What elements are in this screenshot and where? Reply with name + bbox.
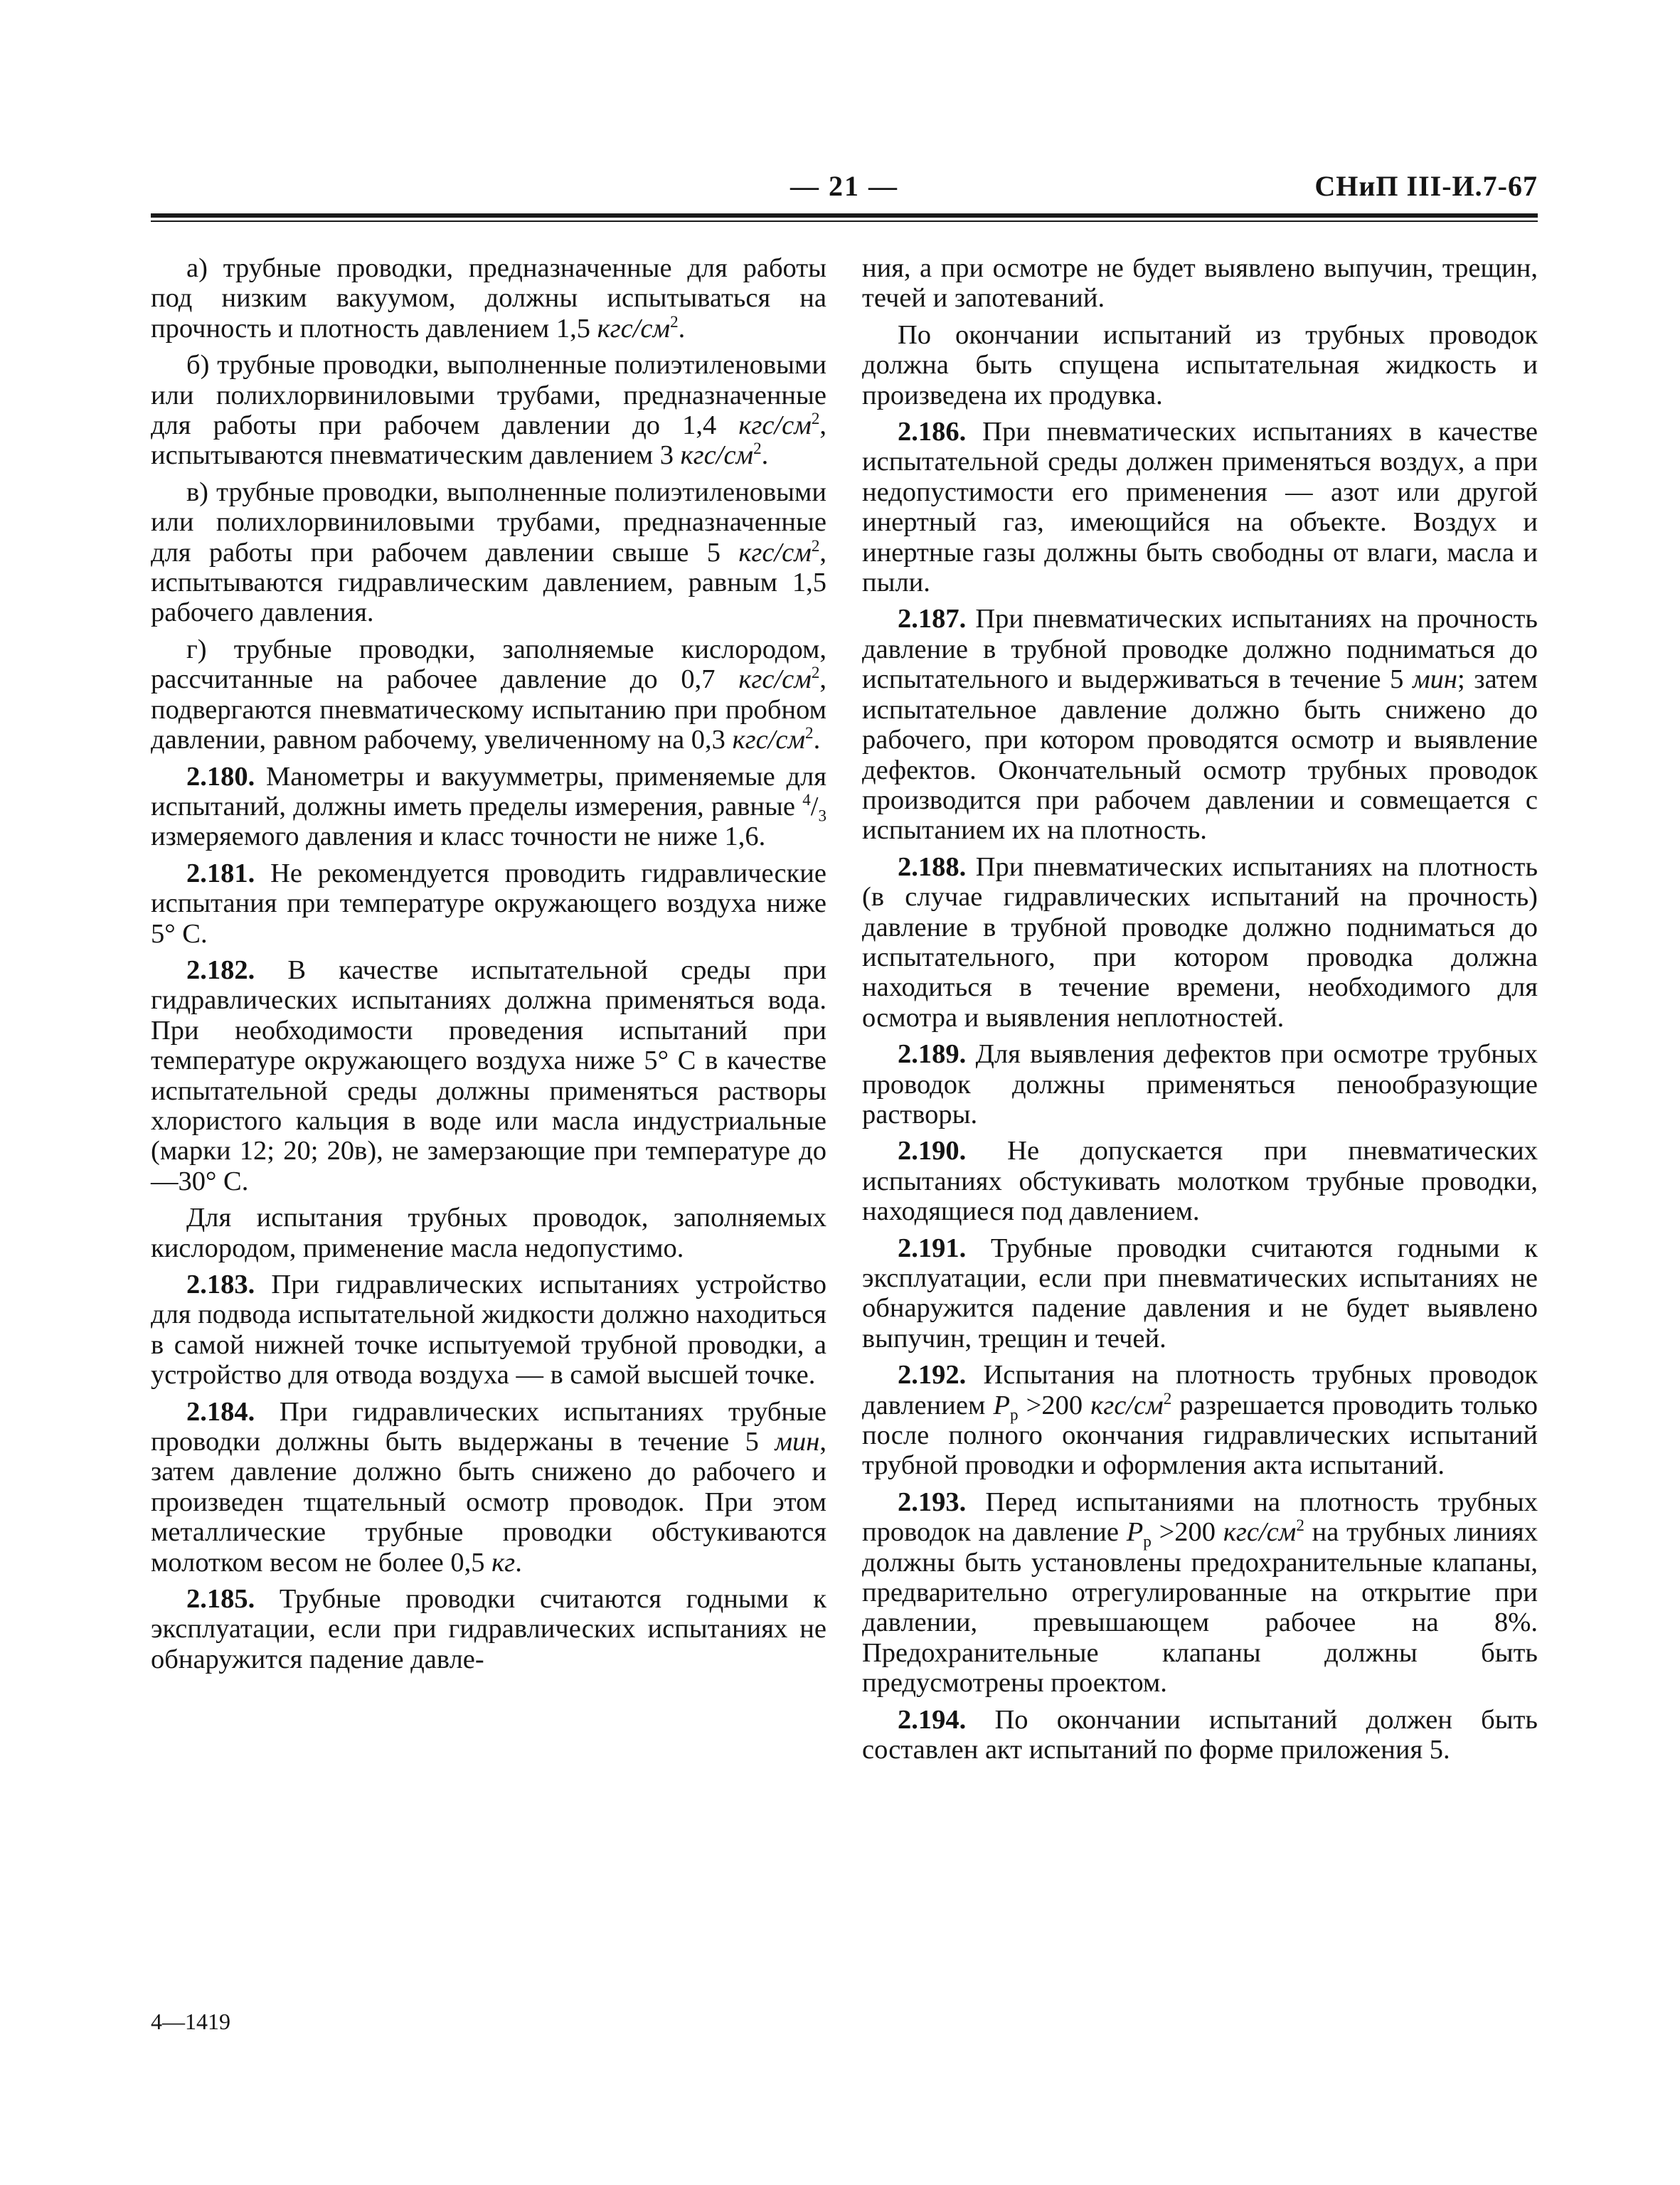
clause-paragraph: 2.189. Для выявления дефектов при осмотре трубных проводок должны применяться пенообразующие растворы. [862,1039,1538,1129]
text-paragraph: в) трубные проводки, выполненные полиэтиленовыми или полихлорвиниловыми трубами, предназначенные для работы при рабочем давлении свыше 5 кгс/$см^2$, испытываются гидравлическим давлением, равным 1,5 рабочего давления. [151,477,826,628]
clause-paragraph: 2.185. Трубные проводки считаются годными к эксплуатации, если при гидравлических испытаниях не обнаружится падение давле- [151,1584,826,1674]
clause-number: 2.191. [898,1233,967,1263]
text-paragraph: По окончании испытаний из трубных проводок должна быть спущена испытательная жидкость и произведена их продувка. [862,319,1538,410]
document-code: СНиП III-И.7-67 [1314,170,1538,202]
clause-number: 2.193. [898,1487,967,1517]
clause-number: 2.194. [898,1704,967,1735]
clause-number: 2.183. [186,1270,255,1299]
text-paragraph: г) трубные проводки, заполняемые кислородом, рассчитанные на рабочее давление до 0,7 кгс/$см^2$, подвергаются пневматическому испытанию при пробном давлении, равном рабочему, увеличенному на 0,3 кгс/$см^2$. [151,634,826,755]
clause-paragraph: 2.180. Манометры и вакуумметры, применяемые для испытаний, должны иметь пределы измерения, равные $^4/_3$ измеряемого давления и класс точности не ниже 1,6. [151,761,826,852]
text-paragraph: а) трубные проводки, предназначенные для работы под низким вакуумом, должны испытываться на прочность и плотность давлением 1,5 кгс/$см^2$. [151,253,826,344]
clause-number: 2.188. [898,851,967,882]
clause-paragraph: 2.192. Испытания на плотность трубных проводок давлением $P_р >200$ кгс/$см^2$ разрешается проводить только после полного окончания гидравлических испытаний трубной проводки и оформления акта испытаний. [862,1360,1538,1481]
clause-number: 2.180. [186,761,255,792]
text-paragraph: ния, а при осмотре не будет выявлено выпучин, трещин, течей и запотеваний. [862,253,1538,314]
clause-paragraph: 2.182. В качестве испытательной среды при гидравлических испытаниях должна применяться вода. При необходимости проведения испытаний при температуре окружающего воздуха ниже 5° С в качестве испытательной среды должны применяться растворы хлористого кальция в воде или масла индустриальные (марки 12; 20; 20в), не замерзающие при температуре до —30° С. [151,955,826,1196]
clause-paragraph: 2.183. При гидравлических испытаниях устройство для подвода испытательной жидкости должно находиться в самой нижней точке испытуемой трубной проводки, а устройство для отвода воздуха — в самой высшей точке. [151,1270,826,1391]
clause-paragraph: 2.187. При пневматических испытаниях на прочность давление в трубной проводке должно подниматься до испытательного и выдерживаться в течение 5 мин; затем испытательное давление должно быть снижено до рабочего, при котором проводятся осмотр и выявление дефектов. Окончательный осмотр трубных проводок производится при рабочем давлении и совмещается с испытанием их на плотность. [862,604,1538,846]
clause-paragraph: 2.193. Перед испытаниями на плотность трубных проводок на давление $P_р >200$ кгс/$см^2$ на трубных линиях должны быть установлены предохранительные клапаны, предварительно отрегулированные на открытие при давлении, превышающем рабочее на 8%. Предохранительные клапаны должны быть предусмотрены проектом. [862,1487,1538,1698]
clause-number: 2.185. [186,1584,255,1615]
clause-paragraph: 2.191. Трубные проводки считаются годными к эксплуатации, если при пневматических испытаниях не обнаружится падение давления и не будет выявлено выпучин, трещин и течей. [862,1233,1538,1354]
header-rule-thin [151,220,1538,222]
clause-paragraph: 2.186. При пневматических испытаниях в качестве испытательной среды должен применяться воздух, а при недопустимости его применения — азот или другой инертный газ, имеющийся на объекте. Воздух и инертные газы должны быть свободны от влаги, масла и пыли. [862,417,1538,598]
printer-signature: 4—1419 [151,2009,230,2034]
page-header [151,169,1538,212]
clause-number: 2.190. [898,1136,967,1166]
clause-number: 2.186. [898,417,967,447]
clause-number: 2.184. [186,1396,255,1427]
clause-number: 2.181. [186,858,255,888]
clause-number: 2.192. [898,1360,967,1391]
clause-number: 2.187. [898,604,967,634]
text-paragraph: б) трубные проводки, выполненные полиэтиленовыми или полихлорвиниловыми трубами, предназначенные для работы при рабочем давлении до 1,4 кгс/$см^2$, испытываются пневматическим давлением 3 кгс/$см^2$. [151,350,826,471]
page-number: — 21 — [790,170,898,202]
clause-number: 2.182. [186,955,255,985]
clause-number: 2.189. [898,1039,967,1070]
clause-paragraph: 2.190. Не допускается при пневматических испытаниях обстукивать молотком трубные проводки, находящиеся под давлением. [862,1136,1538,1227]
clause-paragraph: 2.181. Не рекомендуется проводить гидравлические испытания при температуре окружающего воздуха ниже 5° С. [151,858,826,949]
clause-paragraph: 2.184. При гидравлических испытаниях трубные проводки должны быть выдержаны в течение 5 мин, затем давление должно быть снижено до рабочего и произведен тщательный осмотр проводок. При этом металлические трубные проводки обстукиваются молотком весом не более 0,5 кг. [151,1396,826,1578]
clause-paragraph: 2.194. По окончании испытаний должен быть составлен акт испытаний по форме приложения 5. [862,1704,1538,1765]
text-paragraph: Для испытания трубных проводок, заполняемых кислородом, применение масла недопустимо. [151,1203,826,1263]
header-rule-thick [151,213,1538,218]
clause-paragraph: 2.188. При пневматических испытаниях на плотность (в случае гидравлических испытаний на прочность) давление в трубной проводке должно подниматься до испытательного, при котором проводка должна находиться в течение времени, необходимого для осмотра и выявления неплотностей. [862,851,1538,1033]
left-column [151,253,826,1681]
right-column [862,253,1538,1772]
